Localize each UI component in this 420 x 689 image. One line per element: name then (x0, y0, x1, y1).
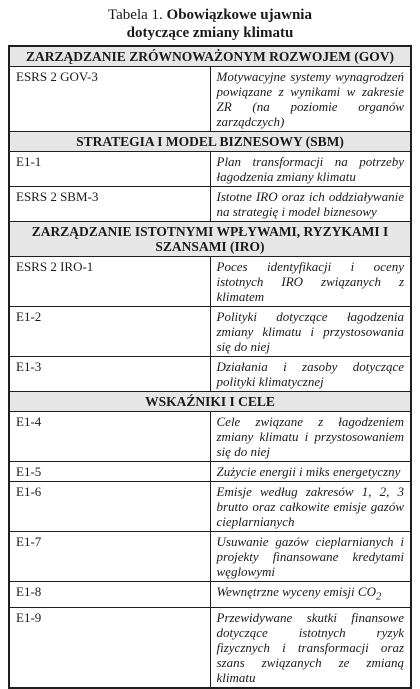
disclosure-description (210, 532, 411, 582)
table-row (9, 607, 411, 688)
description-text: Poces identyfikacji i oceny istotnych IRO związanych z klimatem (216, 259, 404, 304)
table-row (9, 412, 411, 462)
disclosure-description (210, 412, 411, 462)
table-row (9, 482, 411, 532)
disclosure-code: E1-1 (9, 152, 210, 187)
section-header-row (9, 222, 411, 257)
description-text: Plan transformacji na potrzeby łagodzenia zmiany klimatu (216, 154, 404, 184)
description-text: Wewnętrzne wyceny emisji CO (216, 584, 376, 599)
disclosure-code: E1-7 (9, 532, 210, 582)
table-row (9, 67, 411, 132)
description-text: Działania i zasoby dotyczące polityki klimatycznej (216, 359, 404, 389)
table-body (9, 46, 411, 688)
disclosure-code: ESRS 2 IRO-1 (9, 257, 210, 307)
description-text: Przewidywane skutki finansowe dotyczące istotnych ryzyk fizycznych i transformacji oraz szans związanych ze zmianą klimatu (216, 609, 404, 685)
caption-line-1 (0, 6, 420, 24)
section-title: ZARZĄDZANIE ISTOTNYMI WPŁYWAMI, RYZYKAMI I SZANSAMI (IRO) (9, 222, 411, 257)
section-header-row (9, 132, 411, 152)
description-text: Istotne IRO oraz ich oddziaływanie na strategię i model biznesowy (216, 189, 404, 219)
disclosure-description (210, 257, 411, 307)
table-row (9, 462, 411, 482)
disclosure-code: E1-2 (9, 307, 210, 357)
disclosure-description (210, 67, 411, 132)
disclosure-code: E1-5 (9, 462, 210, 482)
table-row (9, 152, 411, 187)
description-text: Polityki dotyczące łagodzenia zmiany klimatu i przystosowania się do niej (216, 309, 404, 354)
disclosure-description (210, 482, 411, 532)
description-text: Motywacyjne systemy wynagrodzeń powiązane z wynikami w zakresie ZR (na poziomie organów zarządczych) (216, 69, 404, 129)
disclosure-code: E1-8 (9, 582, 210, 608)
disclosure-description (210, 607, 411, 688)
description-text: Usuwanie gazów cieplarnianych i projekty finansowane kredytami węglowymi (216, 534, 404, 579)
table-row (9, 187, 411, 222)
disclosure-code: ESRS 2 SBM-3 (9, 187, 210, 222)
disclosure-description (210, 357, 411, 392)
disclosure-description (210, 152, 411, 187)
description-text: Zużycie energii i miks energetyczny (216, 464, 401, 479)
disclosure-code: E1-4 (9, 412, 210, 462)
table-row (9, 307, 411, 357)
disclosure-description (210, 462, 411, 482)
caption-title-line1: Obowiązkowe ujawnia (166, 7, 312, 23)
disclosure-code: E1-9 (9, 607, 210, 688)
table-row (9, 582, 411, 608)
disclosure-description (210, 187, 411, 222)
disclosures-table (8, 45, 412, 689)
caption-title-line2: dotyczące zmiany klimatu (126, 25, 294, 41)
disclosure-description (210, 307, 411, 357)
section-header-row (9, 46, 411, 67)
description-text: Emisje według zakresów 1, 2, 3 brutto oraz całkowite emisje gazów cieplarnianych (216, 484, 404, 529)
table-row (9, 357, 411, 392)
disclosure-code: E1-3 (9, 357, 210, 392)
description-text: Cele związane z łagodzeniem zmiany klimatu i przystosowaniem się do niej (216, 414, 404, 459)
table-caption (0, 0, 420, 41)
caption-prefix: Tabela 1. (108, 7, 163, 23)
table-row (9, 257, 411, 307)
subscript-text: 2 (375, 590, 382, 603)
disclosure-code: ESRS 2 GOV-3 (9, 67, 210, 132)
disclosure-code: E1-6 (9, 482, 210, 532)
table-row (9, 532, 411, 582)
section-header-row (9, 392, 411, 412)
disclosure-description (210, 582, 411, 608)
section-title: ZARZĄDZANIE ZRÓWNOWAŻONYM ROZWOJEM (GOV) (9, 46, 411, 67)
section-title: STRATEGIA I MODEL BIZNESOWY (SBM) (9, 132, 411, 152)
section-title: WSKAŹNIKI I CELE (9, 392, 411, 412)
